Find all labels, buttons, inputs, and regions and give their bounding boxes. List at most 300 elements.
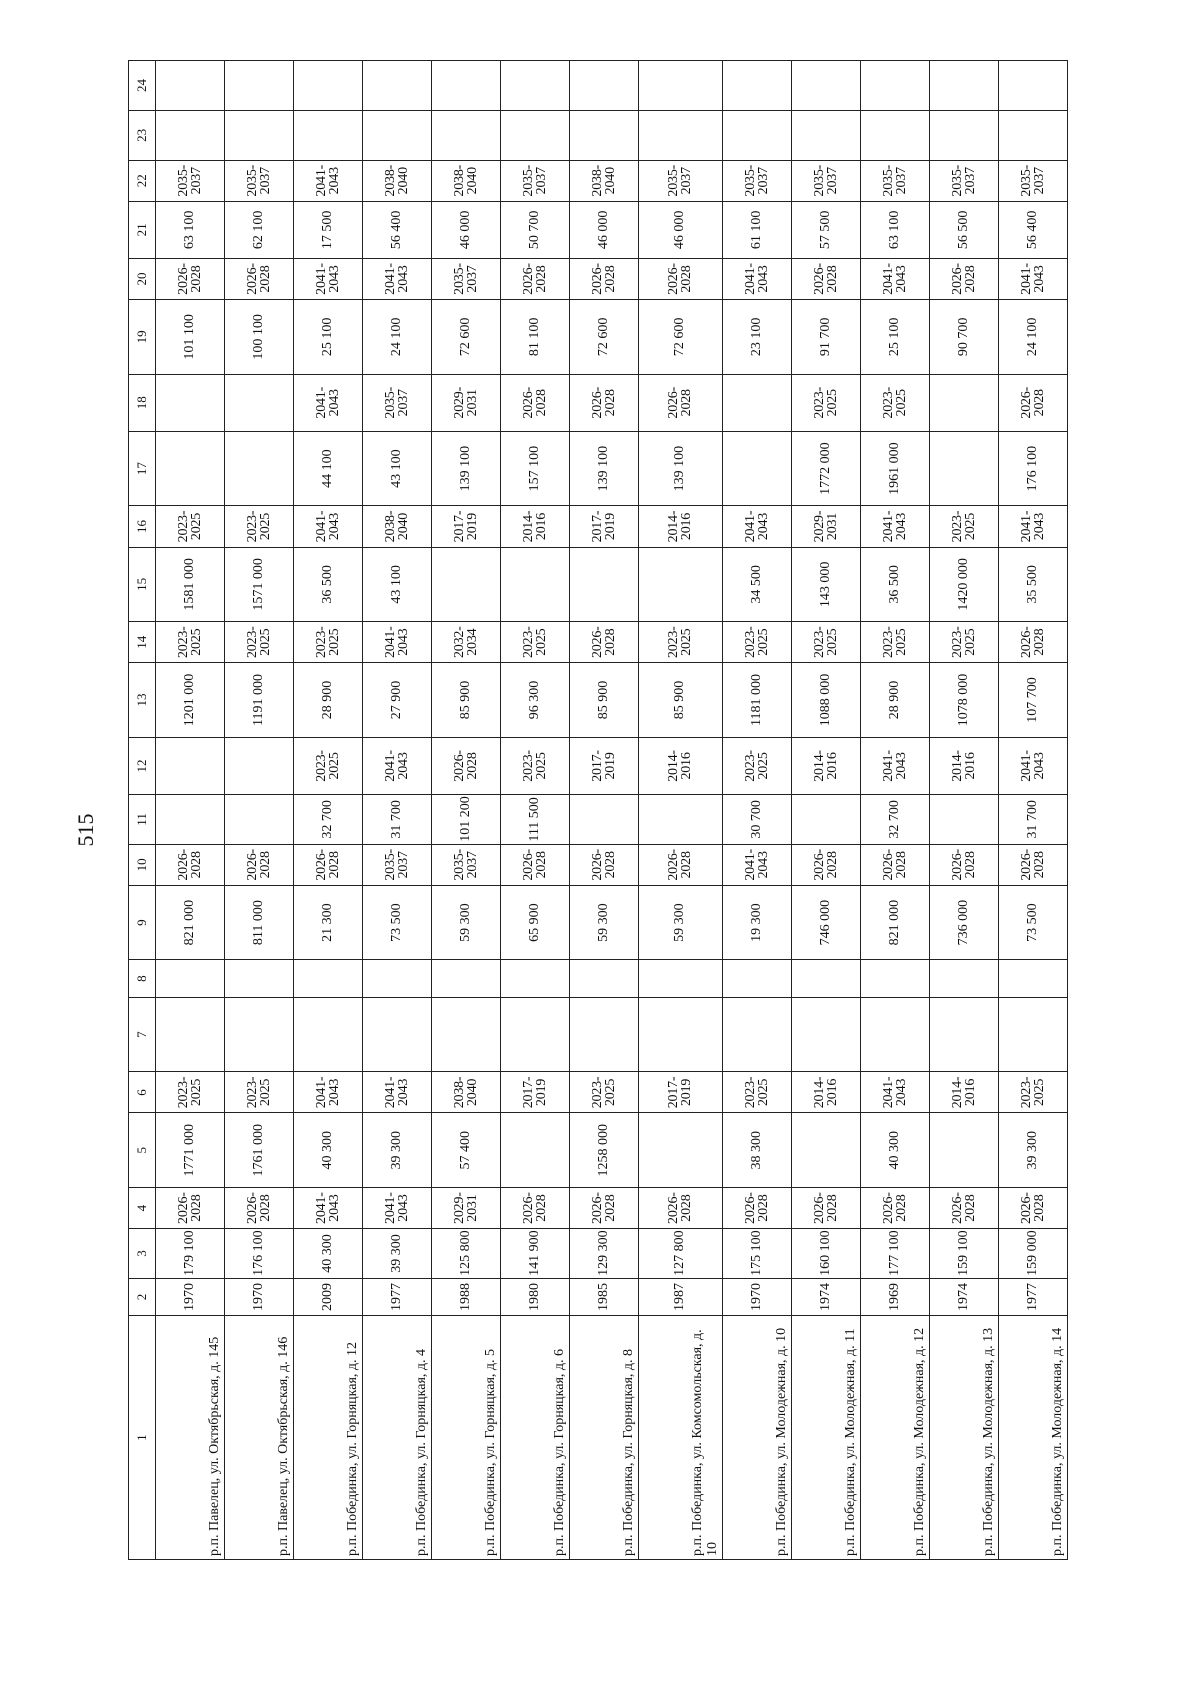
table-cell: 46 000 [639,201,722,258]
table-cell [156,795,225,845]
table-cell: 2023- 2025 [791,622,860,663]
table-cell: 1772 000 [791,431,860,506]
table-cell: 2041- 2043 [860,737,929,794]
table-cell: 2023- 2025 [225,1072,294,1113]
table-cell [860,997,929,1072]
table-cell [501,110,570,160]
table-cell: 2041- 2043 [363,737,432,794]
table-cell: 85 900 [432,663,501,738]
table-cell: 2023- 2025 [501,622,570,663]
table-cell: 50 700 [501,201,570,258]
table-cell: 2038- 2040 [363,506,432,547]
address-cell: р.п. Павелец, ул. Октябрьская, д. 146 [225,1316,294,1560]
table-cell: 2035- 2037 [998,160,1067,201]
table-cell: 2023- 2025 [639,622,722,663]
table-cell [294,110,363,160]
table-cell: 2035- 2037 [363,374,432,431]
table-row [501,61,570,1560]
table-row [294,61,363,1560]
table-cell: 96 300 [501,663,570,738]
table-cell: 2014- 2016 [791,737,860,794]
table-cell: 40 300 [294,1229,363,1279]
table-cell: 46 000 [432,201,501,258]
table-cell: 40 300 [860,1113,929,1188]
address-cell: р.п. Побединка, ул. Молодежная, д. 13 [929,1316,998,1560]
table-cell: 85 900 [639,663,722,738]
table-cell [501,1113,570,1188]
column-header: 1 [129,1316,156,1560]
table-cell: 1974 [791,1278,860,1315]
table-cell: 2029- 2031 [791,506,860,547]
table-cell: 2023- 2025 [570,1072,639,1113]
table-cell: 24 100 [363,300,432,375]
address-cell: р.п. Побединка, ул. Горняцкая, д. 5 [432,1316,501,1560]
table-cell: 2026- 2028 [791,258,860,299]
table-cell: 2041- 2043 [294,1072,363,1113]
table-cell [225,737,294,794]
table-cell: 2026- 2028 [860,1188,929,1229]
table-cell: 2041- 2043 [294,258,363,299]
table-cell: 179 100 [156,1229,225,1279]
table-row [156,61,225,1560]
table-cell: 2026- 2028 [225,1188,294,1229]
table-cell: 85 900 [570,663,639,738]
table-cell: 63 100 [860,201,929,258]
table-cell: 1571 000 [225,547,294,622]
page-number: 515 [73,813,98,847]
table-cell: 19 300 [722,885,791,960]
table-cell: 39 300 [998,1113,1067,1188]
column-header: 10 [129,844,156,885]
table-cell: 1078 000 [929,663,998,738]
table-cell: 2038- 2040 [363,160,432,201]
table-cell: 2026- 2028 [998,622,1067,663]
table-cell: 2026- 2028 [639,1188,722,1229]
table-cell: 25 100 [860,300,929,375]
table-cell [225,960,294,997]
table-cell [156,61,225,111]
table-cell: 1771 000 [156,1113,225,1188]
table-cell: 141 900 [501,1229,570,1279]
column-header: 19 [129,300,156,375]
table-cell [156,737,225,794]
table-cell [570,110,639,160]
table-cell: 2038- 2040 [432,1072,501,1113]
table-cell: 1191 000 [225,663,294,738]
table-cell: 2026- 2028 [156,1188,225,1229]
address-cell: р.п. Побединка, ул. Молодежная, д. 10 [722,1316,791,1560]
table-container [128,60,1068,1560]
table-cell [722,374,791,431]
table-cell [225,795,294,845]
table-row [929,61,998,1560]
address-cell: р.п. Побединка, ул. Комсомольская, д. 10 [639,1316,722,1560]
table-cell: 2026- 2028 [639,258,722,299]
table-cell: 2041- 2043 [998,737,1067,794]
column-header: 4 [129,1188,156,1229]
table-cell [432,547,501,622]
table-cell: 2026- 2028 [570,1188,639,1229]
address-cell: р.п. Побединка, ул. Молодежная, д. 14 [998,1316,1067,1560]
table-cell: 1988 [432,1278,501,1315]
table-cell: 2026- 2028 [570,374,639,431]
table-cell [722,61,791,111]
table-cell [570,960,639,997]
table-cell: 176 100 [225,1229,294,1279]
table-cell [929,960,998,997]
table-cell: 21 300 [294,885,363,960]
table-cell: 746 000 [791,885,860,960]
header-row [129,61,156,1560]
table-cell [570,547,639,622]
table-cell: 2014- 2016 [639,506,722,547]
table-cell: 2026- 2028 [225,844,294,885]
table-cell: 1974 [929,1278,998,1315]
table-cell: 2035- 2037 [860,160,929,201]
table-cell [639,795,722,845]
table-cell [791,1113,860,1188]
table-cell: 2014- 2016 [639,737,722,794]
column-header: 20 [129,258,156,299]
table-cell: 46 000 [570,201,639,258]
table-cell: 811 000 [225,885,294,960]
table-cell: 139 100 [432,431,501,506]
table-cell [156,110,225,160]
table-cell [929,61,998,111]
table-cell: 28 900 [294,663,363,738]
table-cell: 35 500 [998,547,1067,622]
table-cell [722,110,791,160]
table-row [791,61,860,1560]
table-cell: 2035- 2037 [432,844,501,885]
table-cell [225,110,294,160]
table-cell [929,997,998,1072]
table-cell [156,374,225,431]
table-cell: 2026- 2028 [860,844,929,885]
table-cell: 1987 [639,1278,722,1315]
table-cell: 129 300 [570,1229,639,1279]
table-cell: 2035- 2037 [225,160,294,201]
address-cell: р.п. Павелец, ул. Октябрьская, д. 145 [156,1316,225,1560]
table-cell: 157 100 [501,431,570,506]
table-cell: 72 600 [432,300,501,375]
table-cell: 2017- 2019 [639,1072,722,1113]
table-cell [570,61,639,111]
table-cell: 30 700 [722,795,791,845]
address-cell: р.п. Побединка, ул. Молодежная, д. 12 [860,1316,929,1560]
data-table [128,60,1068,1560]
table-cell: 2023- 2025 [722,1072,791,1113]
table-cell: 1961 000 [860,431,929,506]
table-cell: 81 100 [501,300,570,375]
table-cell: 56 400 [363,201,432,258]
table-cell: 1420 000 [929,547,998,622]
table-cell: 43 100 [363,547,432,622]
table-cell: 2041- 2043 [363,622,432,663]
table-cell: 32 700 [294,795,363,845]
table-cell [639,61,722,111]
table-cell: 34 500 [722,547,791,622]
table-row [639,61,722,1560]
table-cell: 2023- 2025 [501,737,570,794]
table-cell: 100 100 [225,300,294,375]
table-cell: 62 100 [225,201,294,258]
table-cell: 2035- 2037 [363,844,432,885]
table-cell: 2035- 2037 [929,160,998,201]
table-cell: 2017- 2019 [570,506,639,547]
table-cell: 1258 000 [570,1113,639,1188]
table-cell: 32 700 [860,795,929,845]
table-cell [363,110,432,160]
table-cell: 139 100 [639,431,722,506]
table-cell: 56 400 [998,201,1067,258]
table-cell: 65 900 [501,885,570,960]
table-cell: 2026- 2028 [501,844,570,885]
table-cell [570,795,639,845]
table-cell [225,431,294,506]
table-cell: 2026- 2028 [501,374,570,431]
table-cell: 25 100 [294,300,363,375]
table-cell: 2026- 2028 [929,1188,998,1229]
table-cell: 2035- 2037 [156,160,225,201]
table-cell: 2017- 2019 [570,737,639,794]
table-cell [432,960,501,997]
table-cell: 1970 [156,1278,225,1315]
address-cell: р.п. Побединка, ул. Горняцкая, д. 12 [294,1316,363,1560]
table-cell: 2035- 2037 [722,160,791,201]
table-cell: 125 800 [432,1229,501,1279]
table-cell: 2017- 2019 [501,1072,570,1113]
table-cell: 2026- 2028 [639,844,722,885]
table-cell: 2035- 2037 [639,160,722,201]
table-row [860,61,929,1560]
table-cell: 2038- 2040 [432,160,501,201]
table-cell: 1761 000 [225,1113,294,1188]
table-cell: 1088 000 [791,663,860,738]
table-cell [501,997,570,1072]
table-cell: 2026- 2028 [432,737,501,794]
table-cell: 2026- 2028 [156,844,225,885]
table-cell: 1970 [225,1278,294,1315]
table-cell: 2026- 2028 [156,258,225,299]
table-cell [156,997,225,1072]
table-cell: 2029- 2031 [432,374,501,431]
table-cell [998,997,1067,1072]
table-cell: 160 100 [791,1229,860,1279]
table-cell [225,997,294,1072]
table-cell: 2023- 2025 [791,374,860,431]
table-cell: 107 700 [998,663,1067,738]
table-cell [639,110,722,160]
table-cell: 2023- 2025 [294,622,363,663]
table-cell: 177 100 [860,1229,929,1279]
table-cell: 2023- 2025 [860,622,929,663]
table-row [570,61,639,1560]
table-cell: 2023- 2025 [722,737,791,794]
table-cell [501,547,570,622]
table-cell: 821 000 [860,885,929,960]
table-cell: 73 500 [998,885,1067,960]
table-cell: 1969 [860,1278,929,1315]
table-cell: 139 100 [570,431,639,506]
column-header: 13 [129,663,156,738]
column-header: 14 [129,622,156,663]
table-cell: 61 100 [722,201,791,258]
table-cell: 40 300 [294,1113,363,1188]
table-cell [501,61,570,111]
table-cell [791,795,860,845]
column-header: 21 [129,201,156,258]
table-cell: 2026- 2028 [998,1188,1067,1229]
table-cell: 2023- 2025 [225,506,294,547]
table-cell: 2041- 2043 [363,1072,432,1113]
table-cell: 2026- 2028 [501,1188,570,1229]
table-cell [791,110,860,160]
table-cell: 2023- 2025 [156,622,225,663]
table-cell [929,110,998,160]
table-cell [998,110,1067,160]
table-cell [225,61,294,111]
column-header: 22 [129,160,156,201]
table-cell [929,374,998,431]
table-cell: 39 300 [363,1229,432,1279]
table-row [363,61,432,1560]
table-cell: 2023- 2025 [929,622,998,663]
table-cell: 821 000 [156,885,225,960]
table-cell [998,960,1067,997]
table-cell: 2041- 2043 [722,258,791,299]
table-cell: 2014- 2016 [501,506,570,547]
table-cell: 2026- 2028 [294,844,363,885]
table-cell: 31 700 [363,795,432,845]
column-header: 5 [129,1113,156,1188]
table-cell: 127 800 [639,1229,722,1279]
table-cell: 2041- 2043 [722,506,791,547]
table-cell: 2023- 2025 [156,1072,225,1113]
table-cell: 175 100 [722,1229,791,1279]
table-cell: 38 300 [722,1113,791,1188]
table-cell: 1201 000 [156,663,225,738]
table-row [722,61,791,1560]
table-cell: 2023- 2025 [998,1072,1067,1113]
table-cell: 1970 [722,1278,791,1315]
table-cell: 2041- 2043 [722,844,791,885]
table-cell: 2041- 2043 [363,258,432,299]
column-header: 12 [129,737,156,794]
table-cell [722,997,791,1072]
table-cell: 2023- 2025 [722,622,791,663]
table-cell: 1581 000 [156,547,225,622]
table-cell [294,960,363,997]
table-cell: 101 100 [156,300,225,375]
table-cell: 72 600 [570,300,639,375]
table-cell [791,960,860,997]
table-cell [363,61,432,111]
table-cell: 27 900 [363,663,432,738]
table-cell [363,997,432,1072]
table-cell [791,61,860,111]
table-cell: 36 500 [860,547,929,622]
table-cell: 2041- 2043 [294,160,363,201]
table-cell [363,960,432,997]
table-cell: 1181 000 [722,663,791,738]
table-cell: 31 700 [998,795,1067,845]
table-cell: 2026- 2028 [929,258,998,299]
column-header: 7 [129,997,156,1072]
table-cell: 2023- 2025 [929,506,998,547]
table-cell [860,960,929,997]
table-cell [929,1113,998,1188]
table-row [998,61,1067,1560]
table-cell: 176 100 [998,431,1067,506]
table-cell: 2035- 2037 [432,258,501,299]
table-cell: 2026- 2028 [570,258,639,299]
table-cell [639,547,722,622]
table-cell: 2026- 2028 [929,844,998,885]
table-cell: 2026- 2028 [998,844,1067,885]
table-cell: 2032- 2034 [432,622,501,663]
table-cell [860,61,929,111]
table-cell [639,960,722,997]
table-cell: 1977 [998,1278,1067,1315]
table-cell: 2023- 2025 [860,374,929,431]
table-row [225,61,294,1560]
table-cell: 2026- 2028 [791,1188,860,1229]
table-cell [929,795,998,845]
column-header: 16 [129,506,156,547]
table-cell: 2026- 2028 [225,258,294,299]
table-cell [156,960,225,997]
table-cell [432,997,501,1072]
table-cell: 736 000 [929,885,998,960]
table-cell: 159 000 [998,1229,1067,1279]
table-cell: 2026- 2028 [722,1188,791,1229]
column-header: 17 [129,431,156,506]
table-cell: 24 100 [998,300,1067,375]
table-cell: 101 200 [432,795,501,845]
address-cell: р.п. Побединка, ул. Горняцкая, д. 8 [570,1316,639,1560]
table-cell: 2041- 2043 [363,1188,432,1229]
column-header: 6 [129,1072,156,1113]
table-cell [156,431,225,506]
table-cell: 143 000 [791,547,860,622]
column-header: 8 [129,960,156,997]
column-header: 9 [129,885,156,960]
table-cell: 2035- 2037 [501,160,570,201]
table-cell [639,1113,722,1188]
table-cell: 2041- 2043 [860,506,929,547]
table-cell: 2041- 2043 [860,258,929,299]
table-cell: 1985 [570,1278,639,1315]
table-cell: 36 500 [294,547,363,622]
table-cell: 2041- 2043 [998,506,1067,547]
table-cell: 39 300 [363,1113,432,1188]
table-cell [722,431,791,506]
table-cell [501,960,570,997]
table-cell: 1980 [501,1278,570,1315]
column-header: 23 [129,110,156,160]
table-cell: 17 500 [294,201,363,258]
table-cell: 90 700 [929,300,998,375]
table-cell: 111 500 [501,795,570,845]
table-cell: 2014- 2016 [791,1072,860,1113]
table-cell: 2041- 2043 [998,258,1067,299]
table-cell: 44 100 [294,431,363,506]
table-cell: 2026- 2028 [501,258,570,299]
column-header: 18 [129,374,156,431]
table-cell [432,61,501,111]
table-cell: 72 600 [639,300,722,375]
